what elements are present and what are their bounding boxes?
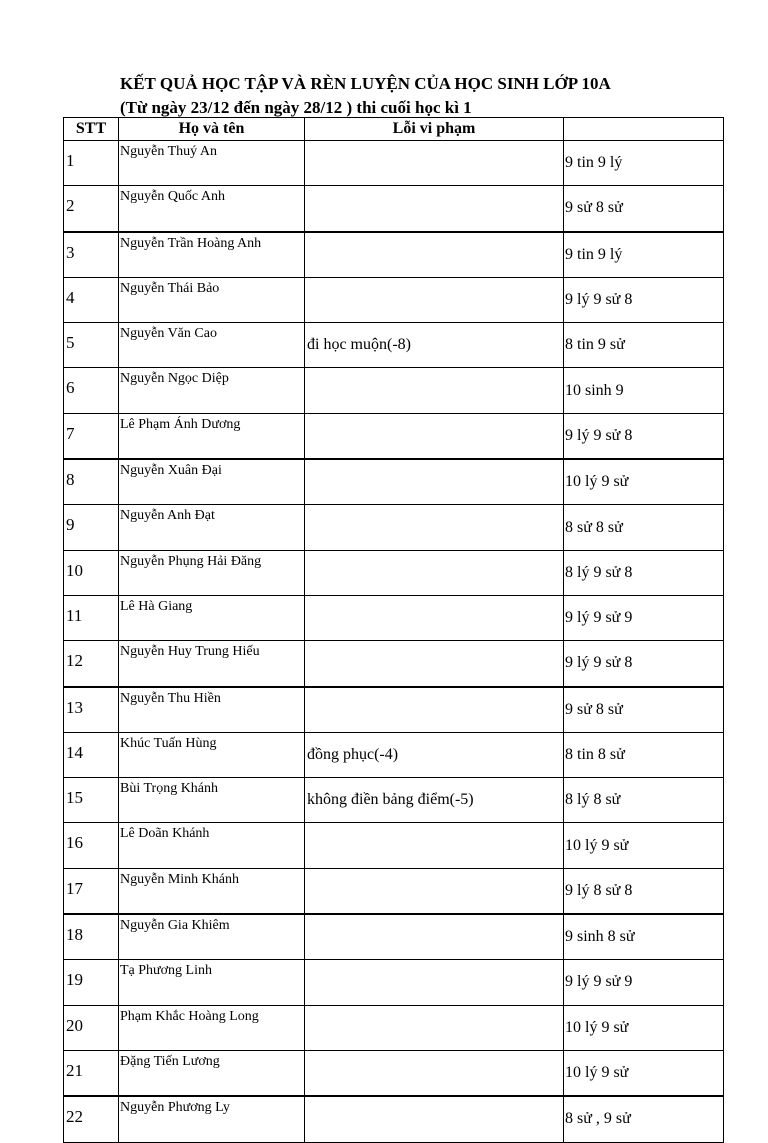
row-violation (305, 368, 564, 413)
header-violation: Lỗi vi phạm (305, 118, 564, 141)
row-violation: đi học muộn(-8) (305, 323, 564, 368)
row-violation (305, 914, 564, 960)
row-student-name: Nguyễn Phụng Hải Đăng (119, 550, 305, 595)
row-stt: 13 (64, 687, 119, 733)
row-stt: 6 (64, 368, 119, 413)
row-violation (305, 232, 564, 278)
row-violation (305, 687, 564, 733)
row-violation (305, 960, 564, 1005)
row-violation (305, 277, 564, 322)
row-stt: 11 (64, 595, 119, 640)
table-row (64, 914, 724, 960)
row-grades: 10 lý 9 sử (564, 459, 724, 505)
row-violation (305, 459, 564, 505)
table-row (64, 505, 724, 550)
row-violation (305, 1050, 564, 1096)
table-row (64, 732, 724, 777)
row-student-name: Lê Doãn Khánh (119, 823, 305, 868)
row-stt: 17 (64, 868, 119, 914)
row-violation (305, 550, 564, 595)
row-grades: 9 lý 9 sử 8 (564, 277, 724, 322)
row-grades: 10 lý 9 sử (564, 1005, 724, 1050)
row-grades: 10 sinh 9 (564, 368, 724, 413)
row-student-name: Nguyễn Gia Khiêm (119, 914, 305, 960)
row-violation: không điền bảng điểm(-5) (305, 778, 564, 823)
header-name: Họ và tên (119, 118, 305, 141)
row-stt: 16 (64, 823, 119, 868)
table-row (64, 232, 724, 278)
row-stt: 2 (64, 186, 119, 232)
row-student-name: Lê Phạm Ánh Dương (119, 413, 305, 459)
table-row (64, 459, 724, 505)
table-row (64, 960, 724, 1005)
title-line-1: KẾT QUẢ HỌC TẬP VÀ RÈN LUYỆN CỦA HỌC SINH LỚP 10A (120, 74, 611, 93)
row-stt: 10 (64, 550, 119, 595)
row-violation (305, 823, 564, 868)
row-stt: 3 (64, 232, 119, 278)
row-stt: 18 (64, 914, 119, 960)
table-row (64, 186, 724, 232)
row-stt: 8 (64, 459, 119, 505)
row-grades: 8 sử 8 sử (564, 505, 724, 550)
row-stt: 9 (64, 505, 119, 550)
row-stt: 21 (64, 1050, 119, 1096)
table-row (64, 368, 724, 413)
row-student-name: Nguyễn Xuân Đại (119, 459, 305, 505)
table-row (64, 778, 724, 823)
header-row (64, 118, 724, 141)
row-grades: 8 sử , 9 sử (564, 1096, 724, 1142)
row-grades: 8 lý 8 sử (564, 778, 724, 823)
row-grades: 9 tin 9 lý (564, 141, 724, 186)
row-student-name: Phạm Khắc Hoàng Long (119, 1005, 305, 1050)
row-stt: 15 (64, 778, 119, 823)
row-violation (305, 1096, 564, 1142)
row-grades: 9 lý 9 sử 9 (564, 595, 724, 640)
row-violation (305, 868, 564, 914)
row-stt: 22 (64, 1096, 119, 1142)
row-student-name: Tạ Phương Linh (119, 960, 305, 1005)
row-student-name: Bùi Trọng Khánh (119, 778, 305, 823)
table-row (64, 1050, 724, 1096)
row-grades: 9 lý 9 sử 9 (564, 960, 724, 1005)
row-stt: 20 (64, 1005, 119, 1050)
results-table (63, 117, 724, 1143)
table-body (64, 141, 724, 1143)
row-student-name: Nguyễn Anh Đạt (119, 505, 305, 550)
table-row (64, 323, 724, 368)
table-row (64, 1005, 724, 1050)
table-row (64, 641, 724, 687)
row-violation (305, 641, 564, 687)
row-stt: 1 (64, 141, 119, 186)
row-grades: 9 sử 8 sử (564, 186, 724, 232)
table-row (64, 823, 724, 868)
row-stt: 5 (64, 323, 119, 368)
row-grades: 9 sinh 8 sử (564, 914, 724, 960)
row-student-name: Nguyễn Văn Cao (119, 323, 305, 368)
header-stt: STT (64, 118, 119, 141)
row-grades: 9 sử 8 sử (564, 687, 724, 733)
row-student-name: Đặng Tiến Lương (119, 1050, 305, 1096)
row-stt: 12 (64, 641, 119, 687)
table-row (64, 413, 724, 459)
table-row (64, 595, 724, 640)
table-row (64, 868, 724, 914)
row-violation: đồng phục(-4) (305, 732, 564, 777)
header-grades (564, 118, 724, 141)
row-grades: 9 tin 9 lý (564, 232, 724, 278)
title-line-2: (Từ ngày 23/12 đến ngày 28/12 ) thi cuối học kì 1 (120, 98, 472, 117)
row-violation (305, 505, 564, 550)
row-student-name: Nguyễn Ngọc Diệp (119, 368, 305, 413)
row-student-name: Nguyễn Thu Hiền (119, 687, 305, 733)
row-grades: 8 lý 9 sử 8 (564, 550, 724, 595)
row-grades: 10 lý 9 sử (564, 1050, 724, 1096)
row-grades: 9 lý 8 sử 8 (564, 868, 724, 914)
row-student-name: Nguyễn Minh Khánh (119, 868, 305, 914)
table-row (64, 687, 724, 733)
row-grades: 8 tin 9 sử (564, 323, 724, 368)
row-stt: 7 (64, 413, 119, 459)
row-grades: 10 lý 9 sử (564, 823, 724, 868)
row-stt: 4 (64, 277, 119, 322)
row-violation (305, 413, 564, 459)
table-row (64, 141, 724, 186)
row-student-name: Nguyễn Thuý An (119, 141, 305, 186)
row-student-name: Lê Hà Giang (119, 595, 305, 640)
row-violation (305, 1005, 564, 1050)
row-grades: 9 lý 9 sử 8 (564, 413, 724, 459)
row-student-name: Nguyễn Quốc Anh (119, 186, 305, 232)
row-stt: 14 (64, 732, 119, 777)
row-violation (305, 186, 564, 232)
row-student-name: Nguyễn Phương Ly (119, 1096, 305, 1142)
row-violation (305, 141, 564, 186)
row-grades: 9 lý 9 sử 8 (564, 641, 724, 687)
row-student-name: Khúc Tuấn Hùng (119, 732, 305, 777)
row-student-name: Nguyễn Trần Hoàng Anh (119, 232, 305, 278)
row-violation (305, 595, 564, 640)
row-student-name: Nguyễn Huy Trung Hiếu (119, 641, 305, 687)
row-student-name: Nguyễn Thái Bảo (119, 277, 305, 322)
table-row (64, 277, 724, 322)
row-grades: 8 tin 8 sử (564, 732, 724, 777)
row-stt: 19 (64, 960, 119, 1005)
table-row (64, 550, 724, 595)
table-row (64, 1096, 724, 1142)
